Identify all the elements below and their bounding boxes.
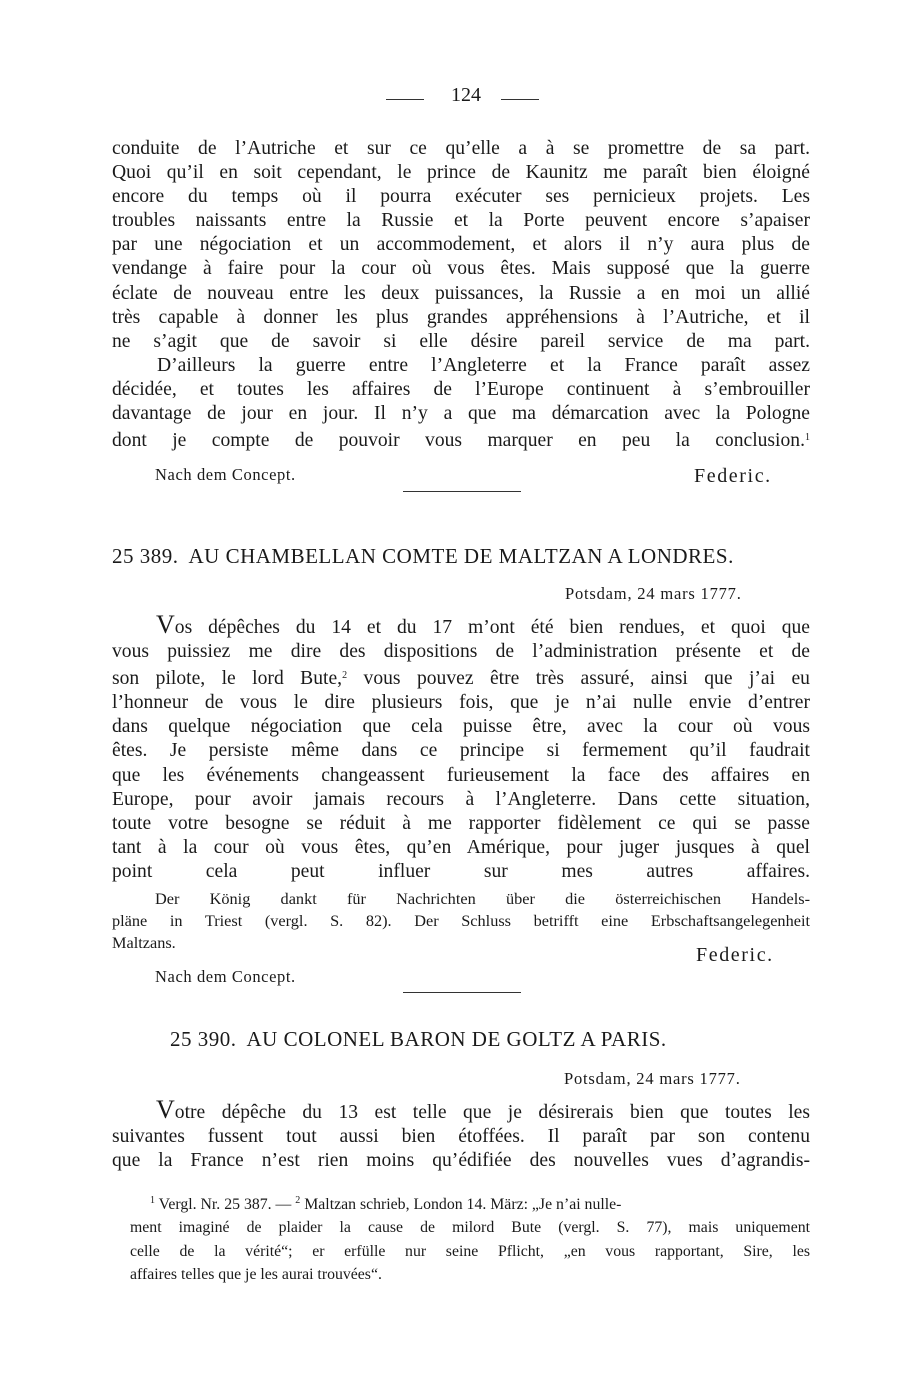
text-line: Europe, pour avoir jamais recours à l’Angleterre. Dans cette situation, [112,788,810,810]
letter-title: AU CHAMBELLAN COMTE DE MALTZAN A LONDRES. [188,544,734,568]
text-line: troubles naissants entre la Russie et la Porte peuvent encore s’apaiser [112,210,810,232]
text-line: que les événements changeassent furieusement la face des affaires en [112,764,810,786]
text-line [112,664,810,691]
text-line: Quoi qu’il en soit cependant, le prince de Kaunitz me paraît bien éloigné [112,162,810,184]
text-line: vendange à faire pour la cour où vous êtes. Mais supposé que la guerre [112,258,810,280]
text-line: décidée, et toutes les affaires de l’Europe continuent à s’embrouiller [112,379,810,401]
text-line: dans quelque négociation que cela puisse être, avec la cour où vous [112,716,810,738]
text-line [112,1097,810,1125]
initial-letter: V [156,612,175,639]
text-line: ne s’agit que de savoir si elle désire pareil service de ma part. [112,330,810,352]
text-line [112,612,810,640]
footnote-marker: 2 [295,1195,301,1206]
section-separator [403,992,521,993]
text-line-content: os dépêches du 14 et du 17 m’ont été bien rendues, et quoi que [174,617,810,638]
text-line: par une négociation et un accommodement, et alors il n’y aura plus de [112,234,810,256]
letter-body [112,612,810,884]
text-line: tant à la cour où vous êtes, qu’en Amérique, pour juger jusques à quel [112,836,810,858]
source-note: Nach dem Concept. [155,465,296,484]
signature: Federic. [694,465,772,487]
letter-number: 25 389. [112,544,179,568]
letter-heading [170,1027,667,1052]
text-line-content: son pilote, le lord Bute, [112,668,343,690]
source-note: Nach dem Concept. [155,967,296,986]
text-line: que la France n’est rien moins qu’édifiée des nouvelles vues d’agrandis- [112,1150,810,1172]
text-line: toute votre besogne se réduit à me rapporter fidèlement ce qui se passe [112,812,810,834]
letter-heading [112,544,734,569]
footnote-marker: 1 [805,432,810,444]
footnote-line: celle de la vérité“; er erfülle nur seine Pflicht, „en vous rapportant, Sire, les [130,1242,810,1260]
footnotes [130,1189,810,1287]
header-rule-right [501,99,539,100]
text-line: vous puissiez me dire des dispositions de l’administration présente et de [112,641,810,663]
footnote-line [130,1189,810,1216]
text-line: conduite de l’Autriche et sur ce qu’elle a à se promettre de sa part. [112,138,810,159]
dateline: Potsdam, 24 mars 1777. [565,584,742,603]
dateline: Potsdam, 24 mars 1777. [564,1069,741,1088]
text-line: encore du temps où il pourra exécuter ses pernicieux projets. Les [112,186,810,208]
letter-body [112,1097,810,1173]
text-line-content: otre dépêche du 13 est telle que je désirerais bien que toutes les [174,1102,810,1123]
section-separator [403,491,521,492]
text-line: très capable à donner les plus grandes appréhensions à l’Autriche, et il [112,306,810,328]
footnote-marker: 2 [342,670,348,682]
footnote-line: affaires telles que je les aurai trouvées“. [130,1266,382,1284]
continuation-paragraph-1 [112,137,810,354]
text-line: éclate de nouveau entre les deux puissances, la Russie a en moi un allié [112,282,810,304]
footnote-marker: 1 [150,1195,155,1206]
text-line: point cela peut influer sur mes autres affaires. [112,860,810,882]
continuation-paragraph-2 [112,354,810,453]
text-line: l’honneur de vous le dire plusieurs fois, que je n’ai nulle envie d’entrer [112,692,810,714]
text-line-content: vous pouvez être très assuré, ainsi que j’ai eu [363,668,810,690]
text-line-content: dont je compte de pouvoir vous marquer en peu la conclusion. [112,430,805,452]
page-header [0,84,900,112]
header-rule-left [386,99,424,100]
letter-title: AU COLONEL BARON DE GOLTZ A PARIS. [246,1027,667,1051]
page-number: 124 [451,84,481,106]
text-line: D’ailleurs la guerre entre l’Angleterre et la France paraît assez [157,355,810,376]
footnote-line: ment imaginé de plaider la cause de milord Bute (vergl. S. 77), mais uniquement [130,1219,810,1237]
footnote-text: Maltzan schrieb, London 14. März: „Je n’ai nulle- [304,1196,622,1213]
text-line: suivantes fussent tout aussi bien étoffées. Il paraît par son contenu [112,1126,810,1148]
text-line: davantage de jour en jour. Il n’y a que ma démarcation avec la Pologne [112,403,810,425]
signature: Federic. [696,944,774,966]
text-line: êtes. Je persiste même dans ce principe si fermement qu’il faudrait [112,740,810,762]
summary-line: pläne in Triest (vergl. S. 82). Der Schluss betrifft eine Erbschaftsangelegenheit [112,911,810,930]
footnote-text: Vergl. Nr. 25 387. — [158,1196,292,1213]
letter-number: 25 390. [170,1027,237,1051]
summary-line: Maltzans. [112,933,176,952]
summary-line: Der König dankt für Nachrichten über die österreichischen Handels- [155,889,810,908]
initial-letter: V [156,1097,175,1124]
text-line [112,426,810,453]
